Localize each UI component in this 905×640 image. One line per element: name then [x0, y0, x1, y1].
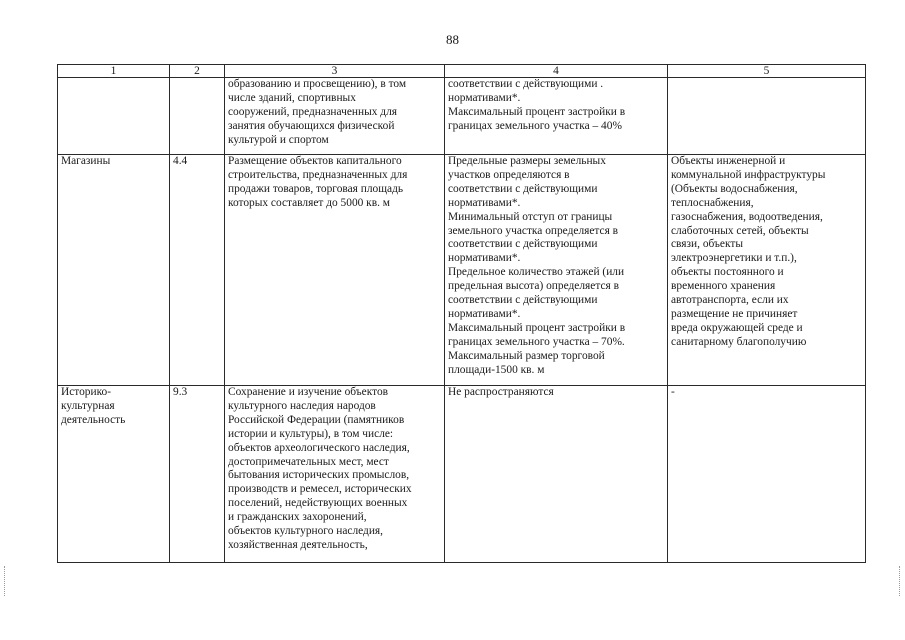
table-row — [58, 386, 866, 563]
table-row — [58, 155, 866, 386]
parameters-cell: Предельные размеры земельных участков определяются в соответствии с действующими нормативами*. Минимальный отступ от границы земельного участка определяется в соответствии с действующими нормативами*. Предельное количество этажей (или предельная высота) определяется в соответствии с действующими нормативами*. Максимальный процент застройки в границах земельного участка – 70%. Максимальный размер торговой площади-1500 кв. м — [445, 155, 668, 386]
scan-edge-mark-right — [899, 566, 902, 596]
header-cell-1: 1 — [58, 65, 170, 78]
use-name-cell: Историко- культурная деятельность — [58, 386, 170, 563]
header-cell-3: 3 — [225, 65, 445, 78]
page-number: 88 — [446, 32, 459, 47]
use-code-cell: 9.3 — [170, 386, 225, 563]
table-header-row — [58, 65, 866, 78]
parameters-cell: Не распространяются — [445, 386, 668, 563]
header-cell-4: 4 — [445, 65, 668, 78]
header-cell-2: 2 — [170, 65, 225, 78]
use-code-cell — [170, 78, 225, 155]
header-cell-5: 5 — [668, 65, 866, 78]
use-description-cell: Сохранение и изучение объектов культурного наследия народов Российской Федерации (памятников истории и культуры), в том числе: объектов археологического наследия, достопримечательных мест, мест бытования исторических промыслов, производств и ремесел, исторических поселений, недействующих военных и гражданских захоронений, объектов культурного наследия, хозяйственная деятельность, — [225, 386, 445, 563]
use-name-cell: Магазины — [58, 155, 170, 386]
table-row — [58, 78, 866, 155]
use-description-cell: образованию и просвещению), в том числе зданий, спортивных сооружений, предназначенных для занятия обучающихся физической культурой и спортом — [225, 78, 445, 155]
zoning-table — [57, 64, 866, 563]
auxiliary-uses-cell: Объекты инженерной и коммунальной инфраструктуры (Объекты водоснабжения, теплоснабжения, газоснабжения, водоотведения, слаботочных сетей, объекты связи, объекты электроэнергетики и т.п.), объекты постоянного и временного хранения автотранспорта, если их размещение не причиняет вреда окружающей среде и санитарному благополучию — [668, 155, 866, 386]
scan-edge-mark-left — [4, 566, 7, 596]
parameters-cell: соответствии с действующими . нормативами*. Максимальный процент застройки в границах земельного участка – 40% — [445, 78, 668, 155]
auxiliary-uses-cell — [668, 78, 866, 155]
use-code-cell: 4.4 — [170, 155, 225, 386]
use-name-cell — [58, 78, 170, 155]
auxiliary-uses-cell: - — [668, 386, 866, 563]
use-description-cell: Размещение объектов капитального строительства, предназначенных для продажи товаров, торговая площадь которых составляет до 5000 кв. м — [225, 155, 445, 386]
